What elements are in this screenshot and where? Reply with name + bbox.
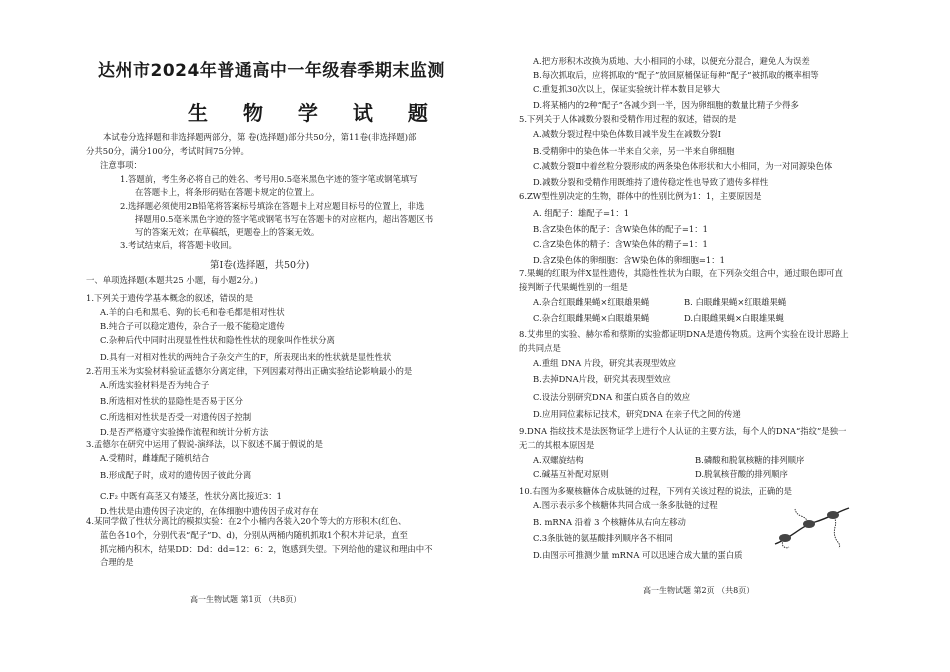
question-option: B.纯合子可以稳定遗传，杂合子一般不能稳定遗传 (100, 321, 285, 331)
question-stem: 5.下列关于人体减数分裂和受精作用过程的叙述，错误的是 (519, 114, 737, 124)
page-footer: 高一生物试题 第2页 （共8页） (643, 586, 755, 595)
question-option: C.重复抓30次以上，保证实验统计样本数目足够大 (533, 84, 720, 94)
question-stem: 8.艾弗里的实验、赫尔希和蔡斯的实验都证明DNA是遗传物质。这两个实验在设计思路上 (519, 329, 849, 339)
question-option: B.含Z染色体的配子：含W染色体的配子=1：1 (533, 224, 708, 234)
question-stem: 无二的其根本原因是 (519, 440, 595, 450)
section-title: 第Ⅰ卷(选择题，共50分) (210, 260, 310, 271)
question-option: A.羊的白毛和黑毛、狗的长毛和卷毛都是相对性状 (100, 307, 285, 317)
question-option: B.磷酸和脱氧核糖的排列顺序 (695, 455, 805, 465)
question-option: A.图示表示多个核糖体共同合成一条多肽链的过程 (533, 500, 718, 510)
question-option: A.杂合红眼雌果蝇×红眼雄果蝇 (533, 297, 650, 307)
question-option: D.脱氧核苷酸的排列顺序 (695, 469, 788, 479)
question-option: C.设法分别研究DNA 和蛋白质各自的效应 (533, 392, 691, 402)
question-option: B. 白眼雌果蝇×红眼雄果蝇 (684, 297, 787, 307)
question-option: C.3条肽链的氨基酸排列顺序各不相同 (533, 533, 673, 543)
question-option: B.形成配子时，成对的遗传因子彼此分离 (100, 470, 252, 480)
question-stem: 合理的是 (100, 557, 134, 567)
question-option: D.是否严格遵守实验操作流程和统计分析方法 (100, 427, 269, 437)
subject-title: 生 物 学 试 题 (188, 101, 442, 125)
question-option: D.白眼雌果蝇×白眼雄果蝇 (684, 313, 784, 323)
question-stem: 抓完桶内积木，结果DD：Dd：dd=12：6：2，饱感到失望。下列给他的建议和理由中不 (100, 544, 433, 554)
notice-label: 注意事项： (100, 160, 142, 170)
question-stem: 接判断子代果蝇性别的一组是 (519, 282, 628, 292)
polyribosome-figure (771, 504, 853, 550)
right-page (475, 0, 950, 672)
question-option: C.含Z染色体的精子：含W染色体的精子=1：1 (533, 239, 708, 249)
ribosome (827, 511, 839, 519)
question-option: A.把方形积木改换为质地、大小相同的小球，以便充分混合，避免人为误差 (533, 56, 810, 66)
question-stem: 3.孟德尔在研究中运用了假说-演绎法，以下叙述不属于假说的是 (86, 439, 323, 449)
question-stem: 2.若用玉米为实验材料验证孟德尔分离定律，下列因素对得出正确实验结论影响最小的是 (86, 366, 413, 376)
page-footer: 高一生物试题 第1页 （共8页） (190, 595, 302, 604)
question-option: D.含Z染色体的卵细胞：含W染色体的卵细胞=1：1 (533, 255, 725, 265)
question-option: B. mRNA 沿着 3 个核糖体从右向左移动 (533, 517, 686, 527)
question-stem: 9.DNA 指纹技术是法医物证学上进行个人认证的主要方法，每个人的DNA“指纹”是独一 (519, 426, 847, 436)
notice-item: 择题用0.5毫米黑色字迹的签字笔或钢笔书写在答题卡的对应框内，超出答题区书 (135, 214, 434, 224)
question-option: A.重组 DNA 片段，研究其表现型效应 (533, 358, 676, 368)
question-option: D.性状是由遗传因子决定的，在体细胞中遗传因子成对存在 (100, 506, 319, 516)
question-option: A.受精时，雌雄配子随机结合 (100, 453, 210, 463)
exam-title: 达州市2024年普通高中一年级春季期末监测 (98, 61, 445, 81)
question-stem: 4.某同学做了性状分离比的模拟实验：在2个小桶内各装入20个等大的方形积木(红色、 (86, 516, 407, 526)
question-option: D.将某桶内的2种“配子”各减少到一半，因为卵细胞的数量比精子少得多 (533, 100, 799, 110)
question-option: B.每次抓取后，应将抓取的“配子”放回原桶保证每种“配子”被抓取的概率相等 (533, 70, 819, 80)
intro-line: 分共50分，满分100分，考试时间75分钟。 (86, 146, 249, 156)
peptide-chain (833, 515, 840, 548)
question-option: D.具有一对相对性状的两纯合子杂交产生的F，所表现出来的性状就是显性性状 (100, 352, 392, 362)
ribosome (803, 520, 815, 528)
notice-item: 2.选择题必须使用2B铅笔将答案标号填涂在答题卡上对应题目标号的位置上，非选 (120, 201, 425, 211)
question-stem: 1.下列关于遗传学基本概念的叙述，错误的是 (86, 293, 254, 303)
section-desc: 一、单项选择题(本题共25 小题，每小题2分。) (86, 275, 258, 285)
question-option: D.减数分裂和受精作用既维持了遗传稳定性也导致了遗传多样性 (533, 177, 769, 187)
question-option: A.双螺旋结构 (533, 455, 584, 465)
question-option: C.减数分裂Ⅱ中着丝粒分裂形成的两条染色体形状和大小相同，为一对同源染色体 (533, 161, 833, 171)
question-option: C.F₂ 中既有高茎又有矮茎，性状分离比接近3：1 (100, 491, 283, 501)
question-option: B.受精卵中的染色体一半来自父亲，另一半来自卵细胞 (533, 146, 735, 156)
question-stem: 7.果蝇的红眼为伴X显性遗传，其隐性性状为白眼，在下列杂交组合中，通过眼色即可直 (519, 268, 843, 278)
question-stem: 的共同点是 (519, 343, 561, 353)
notice-item: 3.考试结束后，将答题卡收回。 (120, 240, 237, 250)
question-stem: 蓝色各10个，分别代表“配子”D、d)，分别从两桶内随机抓取1个积木并记录，直至 (100, 530, 408, 540)
notice-item: 1.答题前，考生务必将自己的姓名、考号用0.5毫米黑色字迹的签字笔或钢笔填写 (120, 174, 418, 184)
question-option: B.去掉DNA片段，研究其表现型效应 (533, 374, 671, 384)
question-option: C.杂种后代中同时出现显性性状和隐性性状的现象叫作性状分离 (100, 335, 335, 345)
question-option: A. 组配子：雄配子=1：1 (533, 208, 630, 218)
notice-item: 在答题卡上，将条形码贴在答题卡规定的位置上。 (135, 187, 320, 197)
question-option: D.由图示可推测少量 mRNA 可以迅速合成大量的蛋白质 (533, 550, 743, 560)
intro-line: 本试卷分选择题和非选择题两部分，第 卷(选择题)部分共50分，第11卷(非选择题)部 (103, 132, 417, 142)
question-stem: 10.右图为多聚核糖体合成肽链的过程，下列有关该过程的说法，正确的是 (519, 486, 792, 496)
question-option: C.碱基互补配对原则 (533, 469, 609, 479)
notice-item: 写的答案无效；在草稿纸，更题卷上的答案无效。 (135, 227, 320, 237)
question-option: B.所选相对性状的显隐性是否易于区分 (100, 396, 243, 406)
question-option: C.所选相对性状是否受一对遗传因子控制 (100, 412, 252, 422)
question-option: A.所选实验材料是否为纯合子 (100, 380, 210, 390)
question-option: A.减数分裂过程中染色体数目减半发生在减数分裂Ⅰ (533, 129, 721, 139)
question-stem: 6.ZW型性别决定的生物，群体中的性别比例为1：1，主要原因是 (519, 191, 762, 201)
ribosome (779, 534, 791, 542)
question-option: D.应用同位素标记技术，研究DNA 在亲子代之间的传递 (533, 409, 741, 419)
question-option: C.杂合红眼雌果蝇×白眼雄果蝇 (533, 313, 650, 323)
